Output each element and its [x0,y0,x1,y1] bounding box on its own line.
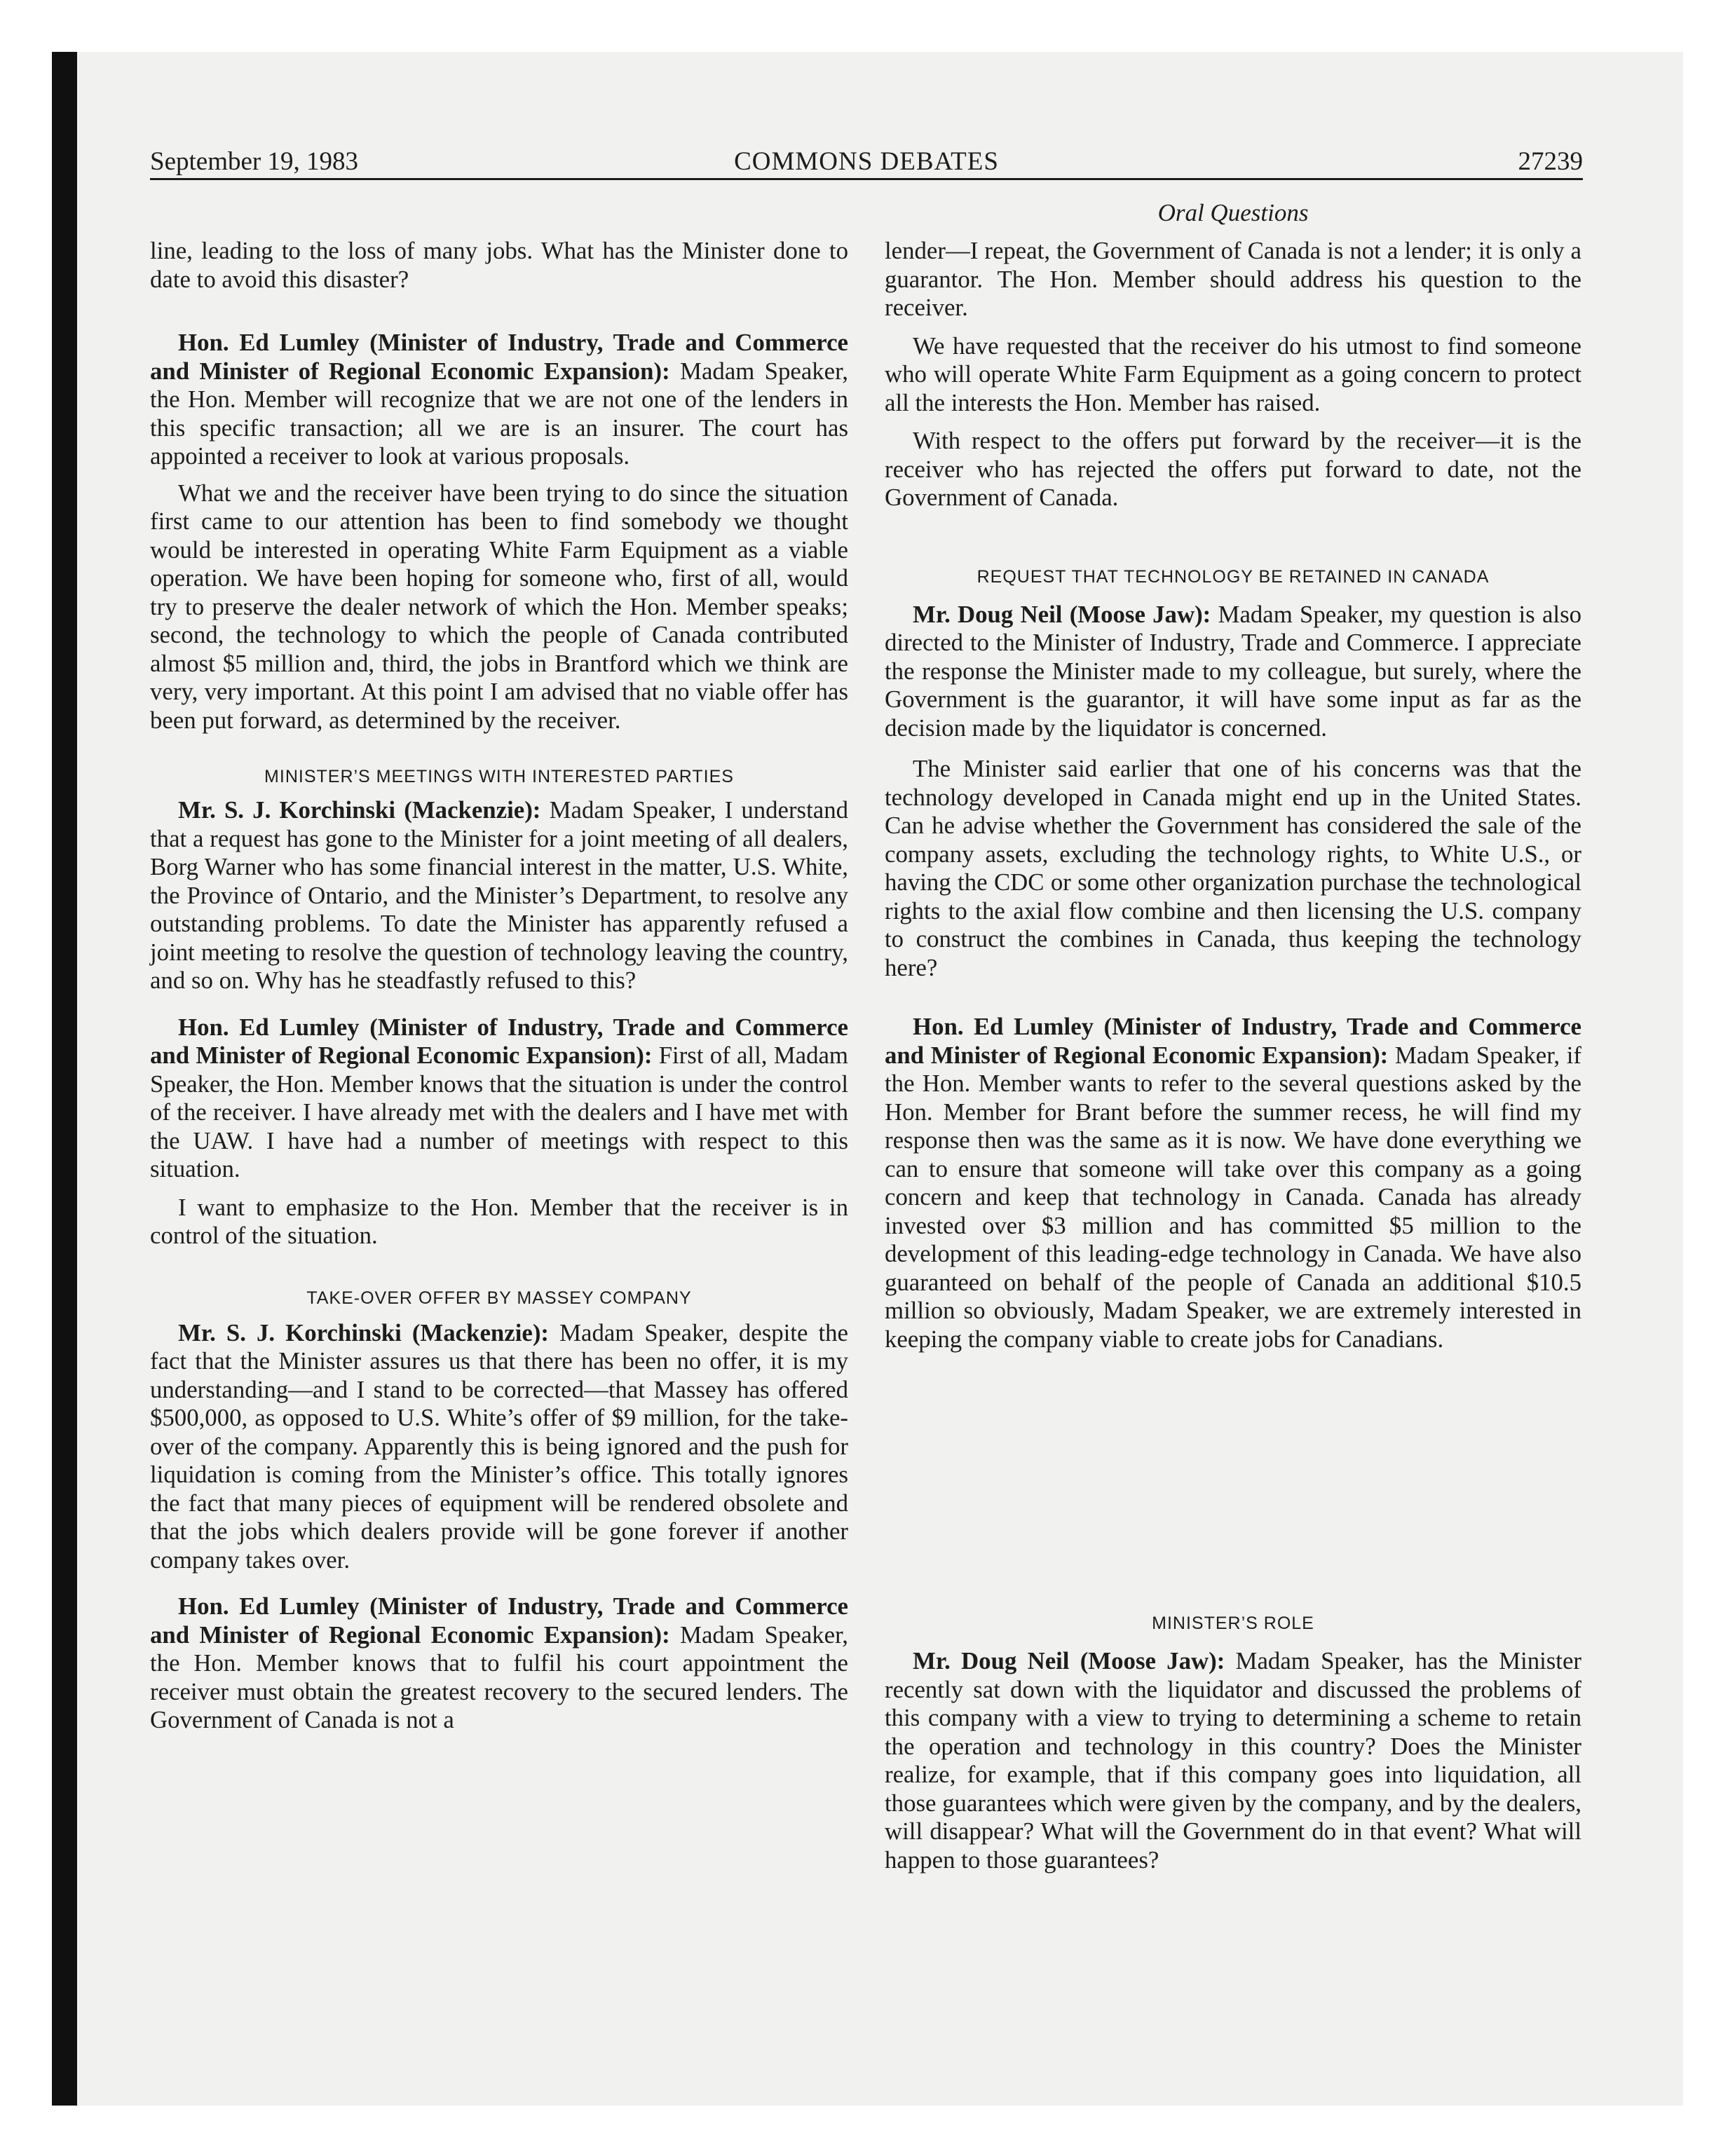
speech-text: Madam Speaker, my question is also directed to the Minister of Industry, Trade and Commerce. I appreciate the response the Minister made to my colleague, but surely, where the Government is the guarantor, it will have some input as far as the decision made by the liquidator is concerned. [885,600,1582,742]
header-rule [150,178,1583,180]
paragraph: lender—I repeat, the Government of Canada is not a lender; it is only a guarantor. The Hon. Member should address his question to the receiver. [885,237,1581,321]
paragraph: line, leading to the loss of many jobs. What has the Minister done to date to avoid this disaster? [150,237,848,293]
page-header [150,146,1583,178]
speech-paragraph [150,329,848,471]
speech-paragraph [885,601,1581,743]
paragraph: What we and the receiver have been trying to do since the situation first came to our attention has been to find somebody we thought would be interested in operating White Farm Equipment as a viable operation. We have been hoping for someone who, first of all, would try to preserve the dealer network of which the Hon. Member speaks; second, the technology to which the people of Canada contributed almost $5 million and, third, the jobs in Brantford which we think are very, very important. At this point I am advised that no viable offer has been put forward, as determined by the receiver. [150,479,848,734]
paragraph: We have requested that the receiver do his utmost to find someone who will operate White Farm Equipment as a going concern to protect all the interests the Hon. Member has raised. [885,332,1581,416]
speech-text: Madam Speaker, the Hon. Member knows that to fulfil his court appointment the receiver must obtain the greatest recovery to the secured lenders. The Government of Canada is not a [150,1621,849,1733]
speech-text: Madam Speaker, the Hon. Member will recognize that we are not one of the lenders in this specific transaction; all we are is an insurer. The court has appointed a receiver to look at various proposals. [150,357,849,470]
page-number: 27239 [1518,147,1583,176]
running-head: Oral Questions [1157,199,1309,226]
section-heading: MINISTER’S MEETINGS WITH INTERESTED PARTIES [264,767,734,786]
paragraph: With respect to the offers put forward by the receiver—it is the receiver who has rejected the offers put forward to date, not the Government of Canada. [885,427,1581,511]
speech-text: Madam Speaker, I understand that a request has gone to the Minister for a joint meeting of all dealers, Borg Warner who has some financial interest in the matter, U.S. White, the Province of Ontario, and the Minister’s Department, to resolve any outstanding problems. To date the Minister has apparently refused a joint meeting to resolve the question of technology leaving the country, and so on. Why has he steadfastly refused to this? [150,796,848,994]
section-heading: TAKE-OVER OFFER BY MASSEY COMPANY [306,1288,692,1308]
paragraph: The Minister said earlier that one of his concerns was that the technology developed in Canada might end up in the United States. Can he advise whether the Government has considered the sale of the company assets, excluding the technology rights, to White U.S., or having the CDC or some other organization purchase the technological rights to the axial flow combine and then licensing the U.S. company to construct the combines in Canada, thus keeping the technology here? [885,755,1581,981]
speaker-name: Hon. Ed Lumley (Minister of Industry, Trade and Commerce and Minister of Regional Economic Expansion): [150,1592,848,1649]
paragraph: I want to emphasize to the Hon. Member that the receiver is in control of the situation. [150,1193,848,1249]
publication-title: COMMONS DEBATES [734,147,999,176]
speech-paragraph [150,1014,848,1184]
section-heading: MINISTER’S ROLE [1152,1613,1314,1633]
speaker-name: Mr. Doug Neil (Moose Jaw): [913,600,1211,628]
speaker-name: Mr. S. J. Korchinski (Mackenzie): [178,796,541,824]
speech-paragraph [150,796,848,995]
speaker-name: Mr. Doug Neil (Moose Jaw): [913,1647,1225,1674]
speech-text: Madam Speaker, despite the fact that the Minister assures us that there has been no offer, it is my understanding—and I stand to be corrected—that Massey has offered $500,000, as opposed to U.S. White’s offer of $9 million, for the take-over of the company. Apparently this is being ignored and the push for liquidation is coming from the Minister’s office. This totally ignores the fact that many pieces of equipment will be rendered obsolete and that the jobs which dealers provide will be gone forever if another company takes over. [150,1318,848,1574]
speech-text: Madam Speaker, if the Hon. Member wants to refer to the several questions asked by the Hon. Member for Brant before the summer recess, he will find my response then was the same as it is now. We have done everything we can to ensure that someone will take over this company as a going concern and keep that technology in Canada. Canada has already invested over $3 million and has committed $5 million to the development of this leading-edge technology in Canada. We have also guaranteed on behalf of the people of Canada an additional $10.5 million so obviously, Madam Speaker, we are extremely interested in keeping the company viable to create jobs for Canadians. [885,1041,1581,1353]
speaker-name: Mr. S. J. Korchinski (Mackenzie): [178,1318,549,1346]
speaker-name: Hon. Ed Lumley (Minister of Industry, Trade and Commerce and Minister of Regional Economic Expansion): [885,1013,1581,1069]
speech-paragraph [150,1319,848,1575]
right-column [885,237,1581,1353]
header-date: September 19, 1983 [150,147,358,176]
speech-paragraph [150,1592,848,1735]
speech-paragraph [885,1013,1581,1353]
section-heading: REQUEST THAT TECHNOLOGY BE RETAINED IN CANADA [977,566,1490,587]
speaker-name: Hon. Ed Lumley (Minister of Industry, Trade and Commerce and Minister of Regional Economic Expansion): [150,329,848,385]
speaker-name: Hon. Ed Lumley (Minister of Industry, Trade and Commerce and Minister of Regional Economic Expansion): [150,1013,848,1069]
left-column [150,237,848,1735]
speech-text: First of all, Madam Speaker, the Hon. Member knows that the situation is under the control of the receiver. I have already met with the dealers and I have met with the UAW. I have had a number of meetings with respect to this situation. [150,1042,848,1182]
right-column-lower [885,1612,1581,1874]
binding-edge [52,52,77,2106]
speech-text: Madam Speaker, has the Minister recently sat down with the liquidator and discussed the problems of this company with a view to trying to determining a scheme to retain the operation and technology in this country? Does the Minister realize, for example, that if this company goes into liquidation, all those guarantees which were given by the company, and by the dealers, will disappear? What will the Government do in that event? What will happen to those guarantees? [885,1647,1581,1874]
speech-paragraph [885,1647,1581,1874]
